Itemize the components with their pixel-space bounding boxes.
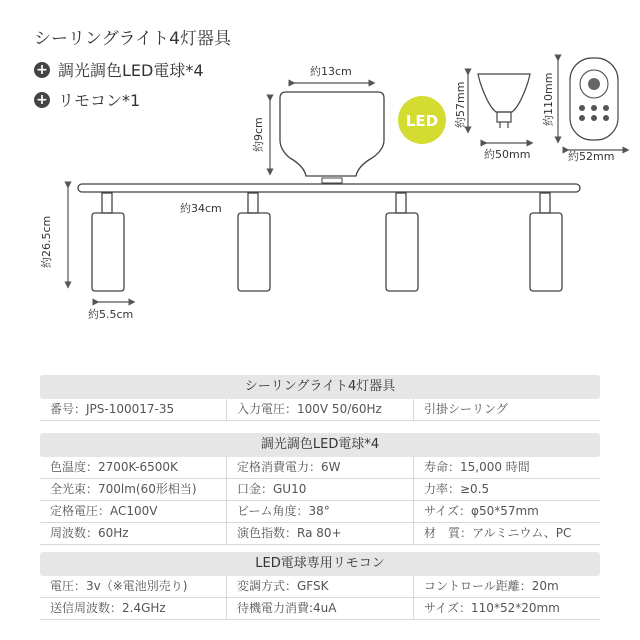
dim-remote-height: 約110mm: [542, 72, 555, 126]
dim-bulb-height: 約57mm: [454, 81, 467, 128]
table-cell: ビーム角度：38°: [226, 501, 413, 522]
dim-bulb-width: 約50mm: [484, 148, 531, 161]
dim-spot-width: 約5.5cm: [88, 308, 134, 321]
dim-shade-height: 約9cm: [252, 117, 265, 152]
spotlight: [530, 193, 562, 291]
table-cell: 寿命：15,000 時間: [413, 457, 600, 478]
table-row: [40, 523, 600, 545]
table-cell: 力率：≥0.5: [413, 479, 600, 500]
spotlight: [92, 193, 124, 291]
table-cell: サイズ：110*52*20mm: [413, 598, 600, 619]
table-cell: 引掛シーリング: [413, 399, 600, 420]
plus-icon: +: [34, 92, 50, 108]
remote-drawing: [570, 58, 618, 140]
section-title: 調光調色LED電球*4: [40, 433, 600, 457]
spec-section-remote: [40, 552, 600, 620]
mount-bar: [78, 184, 580, 192]
spotlight: [238, 193, 270, 291]
dim-total-height: 約26.5cm: [40, 215, 53, 268]
item-label: 調光調色LED電球*4: [58, 61, 204, 80]
table-cell: 周波数：60Hz: [50, 526, 129, 540]
canopy-joint: [322, 178, 342, 183]
table-cell: 定格電圧：AC100V: [50, 504, 158, 518]
table-cell: 材 質：アルミニウム、PC: [413, 523, 600, 544]
dim-shade-width: 約13cm: [310, 65, 352, 78]
table-cell: 待機電力消費:4uA: [226, 598, 413, 619]
table-row: [40, 598, 600, 620]
section-title: LED電球専用リモコン: [40, 552, 600, 576]
table-cell: 色温度：2700K-6500K: [50, 460, 178, 474]
table-row: [40, 501, 600, 523]
section-title: シーリングライト4灯器具: [40, 375, 600, 399]
spotlight: [386, 193, 418, 291]
table-cell: 送信周波数：2.4GHz: [50, 601, 166, 615]
plus-icon: +: [34, 62, 50, 78]
table-row: [40, 479, 600, 501]
table-cell: 変調方式：GFSK: [226, 576, 413, 597]
spec-section-bulb: [40, 433, 600, 545]
table-cell: サイズ：φ50*57mm: [413, 501, 600, 522]
dim-bar-length: 約34cm: [180, 202, 222, 215]
page-title: シーリングライト4灯器具: [34, 29, 231, 49]
table-cell: 全光束：700lm(60形相当): [50, 482, 197, 496]
ceiling-shade: [280, 92, 384, 176]
table-cell: 番号：JPS-100017-35: [50, 402, 175, 416]
table-cell: 電圧：3v（※電池別売り): [50, 579, 188, 593]
table-row: [40, 576, 600, 598]
table-cell: コントロール距離：20m: [413, 576, 600, 597]
table-cell: 入力電圧：100V 50/60Hz: [226, 399, 413, 420]
item-label: リモコン*1: [58, 91, 141, 110]
led-badge-label: LED: [405, 112, 439, 130]
spec-section-fixture: [40, 375, 600, 421]
table-cell: 口金：GU10: [226, 479, 413, 500]
dim-remote-width: 約52mm: [568, 150, 615, 163]
table-row: [40, 457, 600, 479]
table-cell: 定格消費電力：6W: [226, 457, 413, 478]
table-cell: 演色指数：Ra 80+: [226, 523, 413, 544]
table-row: [40, 399, 600, 421]
bulb-drawing: [478, 74, 530, 128]
